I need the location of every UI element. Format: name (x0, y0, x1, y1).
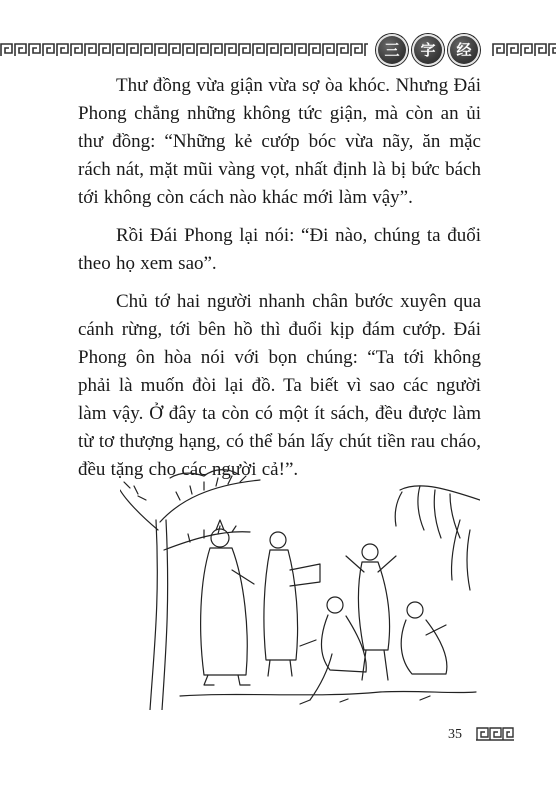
figure-bandit-kneeling-icon (300, 597, 366, 672)
greek-key-border-left-icon (0, 43, 368, 57)
willow-branch-icon (395, 486, 480, 590)
page-header (0, 30, 556, 70)
title-badge: 三 (376, 34, 408, 66)
greek-key-border-right-icon (492, 43, 556, 57)
body-text (78, 72, 481, 494)
title-badge: 字 (412, 34, 444, 66)
figure-scholar-icon (201, 520, 254, 685)
figure-servant-icon (264, 532, 320, 676)
paragraph: Rồi Đái Phong lại nói: “Đi nào, chúng ta đuổi theo họ xem sao”. (78, 225, 481, 274)
title-badge: 经 (448, 34, 480, 66)
figure-bandit-standing-icon (346, 544, 396, 680)
greek-key-footer-icon (476, 727, 514, 741)
pine-tree-icon (120, 470, 260, 710)
paragraph: Thư đồng vừa giận vừa sợ òa khóc. Nhưng Đái Phong chẳng những không tức giận, mà còn an ủi thư đồng: “Những kẻ cướp bóc vừa nãy, ăn mặc rách nát, mặt mũi vàng vọt, nhất định là bị bức bách tới không còn cách nào khác mới làm vậy”. (78, 75, 481, 208)
page-number: 35 (448, 727, 462, 742)
paragraph: Chủ tớ hai người nhanh chân bước xuyên qua cánh rừng, tới bên hồ thì đuổi kịp đám cướp. Đái Phong ôn hòa nói với bọn chúng: “Ta tới không phải là muốn đòi lại đồ. Ta biết vì sao các người làm vậy. Ở đây ta còn có một ít sách, đều được làm từ tơ thượng hạng, có thể bán lấy chút tiền rau cháo, đều tặng cho các người cả!”. (78, 291, 481, 480)
story-illustration (120, 460, 480, 710)
title-badges (376, 34, 480, 66)
figure-bandit-seated-icon (401, 602, 447, 674)
